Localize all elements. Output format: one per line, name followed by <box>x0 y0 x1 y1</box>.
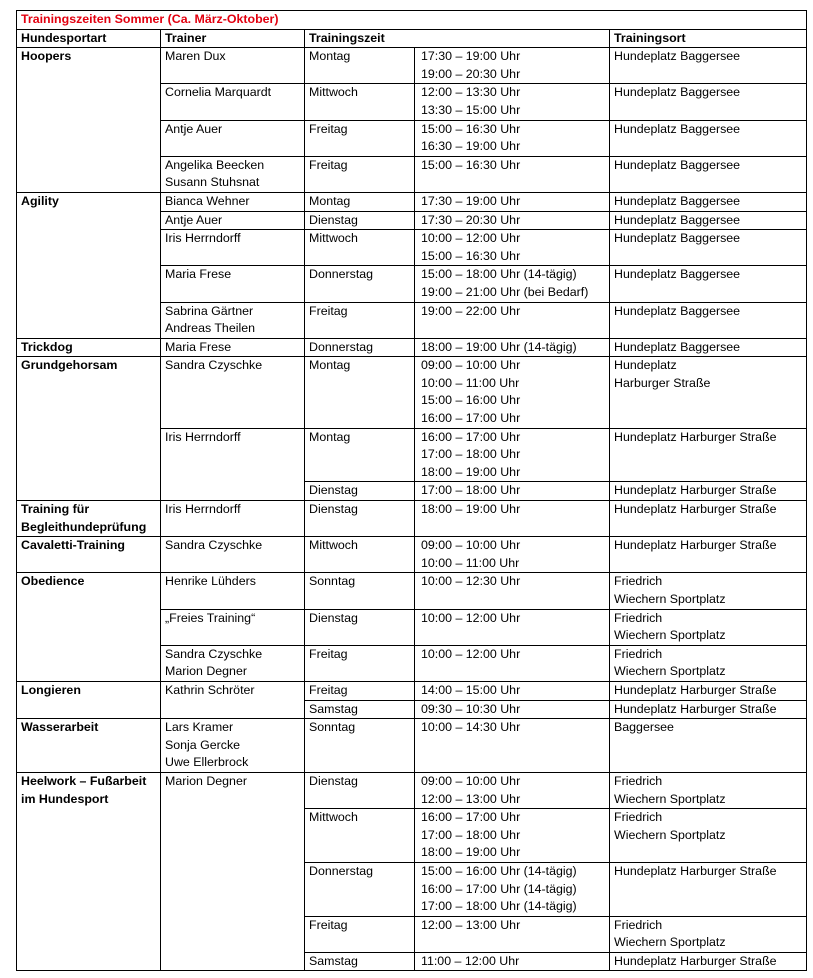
day-cell: Freitag <box>305 156 415 192</box>
place-line: Hundeplatz Baggersee <box>614 85 741 100</box>
trainer-name: Marion Degner <box>165 773 247 788</box>
time-slot: 15:00 – 16:30 Uhr <box>421 157 521 172</box>
time-slot: 17:30 – 20:30 Uhr <box>421 212 521 227</box>
place-cell <box>610 772 807 808</box>
place-cell <box>610 537 807 573</box>
trainer-cell <box>161 192 305 211</box>
place-cell <box>610 302 807 338</box>
time-slot: 17:00 – 18:00 Uhr (14-tägig) <box>421 899 577 914</box>
time-cell <box>415 537 610 573</box>
trainer-cell <box>161 302 305 338</box>
place-line: Hundeplatz Baggersee <box>614 339 741 354</box>
time-slot: 19:00 – 20:30 Uhr <box>421 66 521 81</box>
trainer-name: Uwe Ellerbrock <box>165 755 249 770</box>
time-cell <box>415 681 610 700</box>
trainer-cell <box>161 338 305 357</box>
trainer-name: Antje Auer <box>165 212 223 227</box>
time-slot: 09:00 – 10:00 Uhr <box>421 773 521 788</box>
time-slot: 12:00 – 13:00 Uhr <box>421 917 521 932</box>
trainer-name: Andreas Theilen <box>165 321 256 336</box>
time-slot: 10:00 – 12:30 Uhr <box>421 574 521 589</box>
sport-cell: Longieren <box>17 681 161 718</box>
header-row <box>17 29 807 48</box>
place-cell <box>610 862 807 916</box>
time-cell <box>415 302 610 338</box>
day-cell: Freitag <box>305 645 415 681</box>
place-cell <box>610 719 807 773</box>
time-slot: 09:30 – 10:30 Uhr <box>421 701 521 716</box>
time-cell <box>415 211 610 230</box>
place-line: Friedrich <box>614 917 663 932</box>
title-row <box>17 11 807 30</box>
trainer-name: Lars Kramer <box>165 720 234 735</box>
table-title: Trainingszeiten Sommer (Ca. März-Oktober) <box>17 11 807 30</box>
day-cell: Mittwoch <box>305 537 415 573</box>
day-cell: Sonntag <box>305 573 415 609</box>
time-cell <box>415 120 610 156</box>
day-cell: Dienstag <box>305 501 415 537</box>
time-slot: 15:00 – 16:00 Uhr (14-tägig) <box>421 863 577 878</box>
place-line: Wiechern Sportplatz <box>614 791 726 806</box>
place-cell <box>610 501 807 537</box>
time-cell <box>415 809 610 863</box>
trainer-name: Maria Frese <box>165 339 232 354</box>
time-slot: 17:30 – 19:00 Uhr <box>421 193 521 208</box>
table-row <box>17 501 807 537</box>
trainer-name: Marion Degner <box>165 664 247 679</box>
place-cell <box>610 211 807 230</box>
trainer-cell <box>161 156 305 192</box>
day-cell: Freitag <box>305 302 415 338</box>
place-cell <box>610 482 807 501</box>
place-cell <box>610 645 807 681</box>
place-cell <box>610 809 807 863</box>
day-cell: Dienstag <box>305 609 415 645</box>
time-cell <box>415 266 610 302</box>
day-cell: Montag <box>305 48 415 84</box>
place-line: Hundeplatz Harburger Straße <box>614 953 777 968</box>
day-cell: Freitag <box>305 681 415 700</box>
place-line: Hundeplatz Baggersee <box>614 231 741 246</box>
trainer-cell <box>161 120 305 156</box>
time-cell <box>415 428 610 482</box>
place-line: Hundeplatz Harburger Straße <box>614 429 777 444</box>
sport-cell: Heelwork – Fußarbeit im Hundesport <box>17 772 161 971</box>
header-trainingszeit: Trainingszeit <box>305 29 610 48</box>
table-row <box>17 573 807 609</box>
trainer-cell <box>161 48 305 84</box>
place-cell <box>610 192 807 211</box>
sport-cell: Training für Begleithundeprüfung <box>17 501 161 537</box>
time-cell <box>415 700 610 719</box>
place-line: Friedrich <box>614 646 663 661</box>
day-cell: Dienstag <box>305 772 415 808</box>
place-cell <box>610 700 807 719</box>
day-cell: Donnerstag <box>305 862 415 916</box>
trainer-name: „Freies Training“ <box>165 610 256 625</box>
place-cell <box>610 338 807 357</box>
table-row <box>17 48 807 84</box>
place-line: Friedrich <box>614 773 663 788</box>
place-cell <box>610 48 807 84</box>
training-schedule-table <box>16 10 807 971</box>
trainer-cell <box>161 357 305 428</box>
place-line: Hundeplatz Harburger Straße <box>614 682 777 697</box>
time-cell <box>415 609 610 645</box>
place-line: Friedrich <box>614 810 663 825</box>
time-cell <box>415 501 610 537</box>
place-line: Hundeplatz Baggersee <box>614 212 741 227</box>
day-cell: Montag <box>305 357 415 428</box>
time-slot: 10:00 – 12:00 Uhr <box>421 610 521 625</box>
header-sport: Hundesportart <box>17 29 161 48</box>
place-line: Hundeplatz Harburger Straße <box>614 483 777 498</box>
place-cell <box>610 120 807 156</box>
place-line: Friedrich <box>614 574 663 589</box>
place-cell <box>610 952 807 971</box>
time-cell <box>415 916 610 952</box>
time-slot: 16:30 – 19:00 Uhr <box>421 139 521 154</box>
time-cell <box>415 573 610 609</box>
time-cell <box>415 862 610 916</box>
place-line: Hundeplatz Baggersee <box>614 267 741 282</box>
trainer-name: Antje Auer <box>165 121 223 136</box>
day-cell: Samstag <box>305 700 415 719</box>
place-cell <box>610 357 807 428</box>
table-row <box>17 357 807 428</box>
day-cell: Montag <box>305 428 415 482</box>
place-cell <box>610 266 807 302</box>
sport-cell: Obedience <box>17 573 161 682</box>
time-cell <box>415 952 610 971</box>
time-slot: 17:00 – 18:00 Uhr <box>421 447 521 462</box>
place-cell <box>610 230 807 266</box>
place-cell <box>610 916 807 952</box>
time-slot: 16:00 – 17:00 Uhr <box>421 810 521 825</box>
place-cell <box>610 609 807 645</box>
place-line: Harburger Straße <box>614 375 711 390</box>
place-cell <box>610 428 807 482</box>
place-line: Baggersee <box>614 720 674 735</box>
time-cell <box>415 482 610 501</box>
place-line: Hundeplatz Baggersee <box>614 49 741 64</box>
time-slot: 10:00 – 14:30 Uhr <box>421 720 521 735</box>
table-row <box>17 772 807 808</box>
trainer-name: Kathrin Schröter <box>165 682 255 697</box>
trainer-cell <box>161 84 305 120</box>
time-slot: 15:00 – 18:00 Uhr (14-tägig) <box>421 267 577 282</box>
header-trainingsort: Trainingsort <box>610 29 807 48</box>
trainer-cell <box>161 772 305 971</box>
time-cell <box>415 719 610 773</box>
sport-cell: Cavaletti-Training <box>17 537 161 573</box>
time-slot: 17:00 – 18:00 Uhr <box>421 483 521 498</box>
time-cell <box>415 84 610 120</box>
place-line: Hundeplatz Baggersee <box>614 303 741 318</box>
day-cell: Freitag <box>305 120 415 156</box>
table-body <box>17 11 807 971</box>
table-row <box>17 719 807 773</box>
time-slot: 18:00 – 19:00 Uhr <box>421 502 521 517</box>
trainer-cell <box>161 681 305 718</box>
trainer-name: Iris Herrndorff <box>165 502 241 517</box>
time-cell <box>415 156 610 192</box>
time-slot: 16:00 – 17:00 Uhr (14-tägig) <box>421 881 577 896</box>
place-line: Wiechern Sportplatz <box>614 935 726 950</box>
time-slot: 15:00 – 16:30 Uhr <box>421 248 521 263</box>
trainer-cell <box>161 428 305 500</box>
header-trainer: Trainer <box>161 29 305 48</box>
time-cell <box>415 230 610 266</box>
table-row <box>17 192 807 211</box>
day-cell: Donnerstag <box>305 266 415 302</box>
place-line: Hundeplatz Harburger Straße <box>614 701 777 716</box>
trainer-name: Sandra Czyschke <box>165 358 263 373</box>
trainer-name: Maren Dux <box>165 49 226 64</box>
time-slot: 09:00 – 10:00 Uhr <box>421 538 521 553</box>
trainer-name: Susann Stuhsnat <box>165 175 260 190</box>
trainer-cell <box>161 230 305 266</box>
time-cell <box>415 192 610 211</box>
time-cell <box>415 772 610 808</box>
trainer-cell <box>161 211 305 230</box>
time-slot: 18:00 – 19:00 Uhr <box>421 845 521 860</box>
time-slot: 16:00 – 17:00 Uhr <box>421 429 521 444</box>
sport-cell: Hoopers <box>17 48 161 193</box>
time-slot: 09:00 – 10:00 Uhr <box>421 358 521 373</box>
day-cell: Mittwoch <box>305 809 415 863</box>
place-cell <box>610 573 807 609</box>
place-line: Hundeplatz Baggersee <box>614 121 741 136</box>
day-cell: Montag <box>305 192 415 211</box>
trainer-cell <box>161 501 305 537</box>
place-line: Hundeplatz Baggersee <box>614 193 741 208</box>
trainer-name: Henrike Lühders <box>165 574 256 589</box>
time-slot: 14:00 – 15:00 Uhr <box>421 682 521 697</box>
table-row <box>17 537 807 573</box>
trainer-name: Iris Herrndorff <box>165 231 241 246</box>
place-line: Hundeplatz Baggersee <box>614 157 741 172</box>
time-slot: 18:00 – 19:00 Uhr <box>421 464 521 479</box>
time-slot: 10:00 – 11:00 Uhr <box>421 555 520 570</box>
time-cell <box>415 338 610 357</box>
place-line: Hundeplatz <box>614 358 677 373</box>
place-line: Wiechern Sportplatz <box>614 592 726 606</box>
time-slot: 10:00 – 11:00 Uhr <box>421 375 520 390</box>
trainer-cell <box>161 645 305 681</box>
place-cell <box>610 681 807 700</box>
trainer-cell <box>161 266 305 302</box>
sport-cell: Trickdog <box>17 338 161 357</box>
place-line: Hundeplatz Harburger Straße <box>614 538 777 553</box>
time-slot: 19:00 – 21:00 Uhr (bei Bedarf) <box>421 284 589 299</box>
time-slot: 12:00 – 13:30 Uhr <box>421 85 521 100</box>
time-slot: 16:00 – 17:00 Uhr <box>421 411 521 426</box>
trainer-name: Iris Herrndorff <box>165 429 241 444</box>
trainer-name: Angelika Beecken <box>165 157 265 172</box>
time-slot: 10:00 – 12:00 Uhr <box>421 646 521 661</box>
trainer-cell <box>161 537 305 573</box>
day-cell: Freitag <box>305 916 415 952</box>
day-cell: Dienstag <box>305 211 415 230</box>
trainer-name: Sandra Czyschke <box>165 538 263 553</box>
place-line: Hundeplatz Harburger Straße <box>614 863 777 878</box>
place-line: Friedrich <box>614 610 663 625</box>
time-slot: 11:00 – 12:00 Uhr <box>421 953 520 968</box>
day-cell: Mittwoch <box>305 230 415 266</box>
time-slot: 18:00 – 19:00 Uhr (14-tägig) <box>421 339 577 354</box>
time-slot: 15:00 – 16:00 Uhr <box>421 393 521 408</box>
trainer-name: Bianca Wehner <box>165 193 250 208</box>
time-slot: 19:00 – 22:00 Uhr <box>421 303 521 318</box>
place-line: Wiechern Sportplatz <box>614 664 726 679</box>
trainer-cell <box>161 609 305 645</box>
trainer-name: Sonja Gercke <box>165 737 241 752</box>
place-cell <box>610 156 807 192</box>
sport-cell: Agility <box>17 192 161 338</box>
table-row <box>17 681 807 700</box>
time-cell <box>415 645 610 681</box>
day-cell: Samstag <box>305 952 415 971</box>
sport-cell: Wasserarbeit <box>17 719 161 773</box>
time-slot: 17:30 – 19:00 Uhr <box>421 49 521 64</box>
time-cell <box>415 357 610 428</box>
place-line: Hundeplatz Harburger Straße <box>614 502 777 517</box>
trainer-cell <box>161 719 305 773</box>
time-slot: 15:00 – 16:30 Uhr <box>421 121 521 136</box>
trainer-name: Sabrina Gärtner <box>165 303 254 318</box>
day-cell: Mittwoch <box>305 84 415 120</box>
place-line: Wiechern Sportplatz <box>614 827 726 842</box>
place-line: Wiechern Sportplatz <box>614 628 726 643</box>
place-cell <box>610 84 807 120</box>
trainer-name: Cornelia Marquardt <box>165 85 272 100</box>
day-cell: Donnerstag <box>305 338 415 357</box>
trainer-name: Maria Frese <box>165 267 232 282</box>
trainer-name: Sandra Czyschke <box>165 646 263 661</box>
time-slot: 12:00 – 13:00 Uhr <box>421 791 521 806</box>
table-row <box>17 338 807 357</box>
time-slot: 13:30 – 15:00 Uhr <box>421 102 521 117</box>
day-cell: Dienstag <box>305 482 415 501</box>
day-cell: Sonntag <box>305 719 415 773</box>
sport-cell: Grundgehorsam <box>17 357 161 501</box>
time-cell <box>415 48 610 84</box>
time-slot: 10:00 – 12:00 Uhr <box>421 231 521 246</box>
time-slot: 17:00 – 18:00 Uhr <box>421 827 521 842</box>
trainer-cell <box>161 573 305 609</box>
